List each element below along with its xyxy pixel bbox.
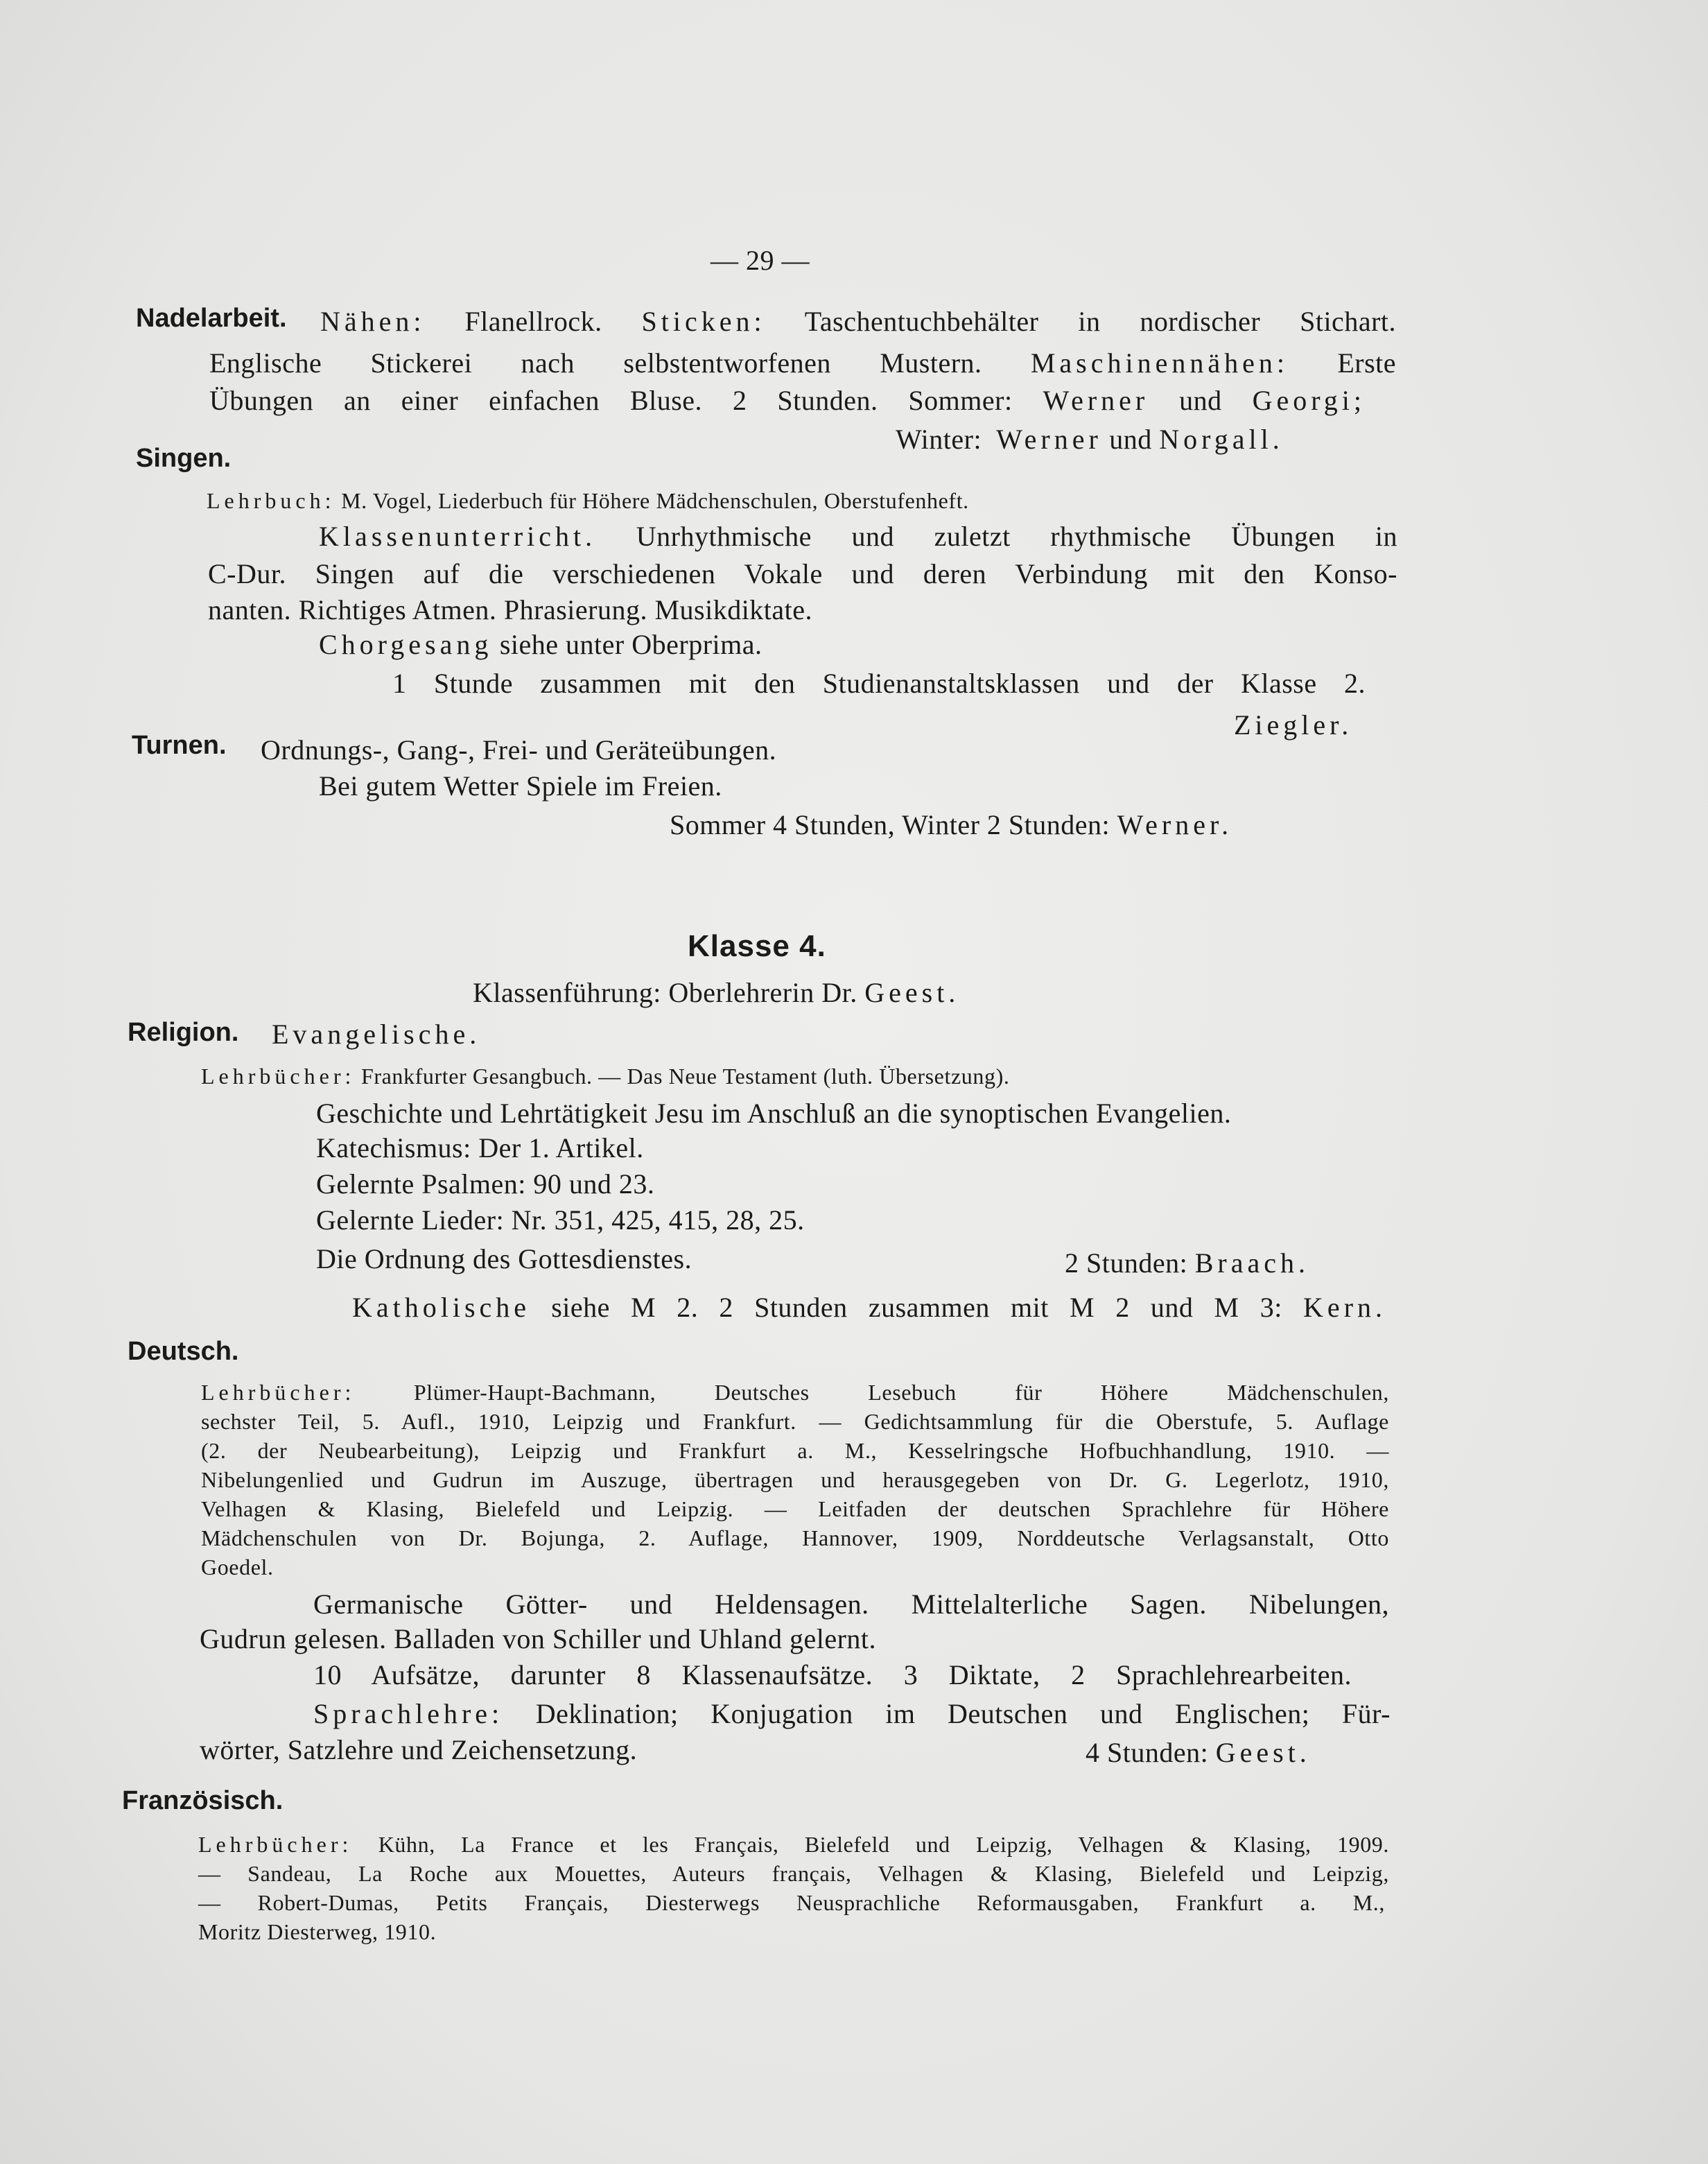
singen-teacher: Ziegler. — [1234, 709, 1353, 741]
nadelarbeit-line-1: Nähen: Flanellrock. Sticken: Taschentuchbehälter in nordischer Stichart. — [320, 306, 1396, 337]
religion-katholische: Katholische siehe M 2. 2 Stunden zusammen mit M 2 und M 3: Kern. — [352, 1292, 1387, 1323]
religion-line-5: Die Ordnung des Gottesdienstes. — [316, 1243, 692, 1274]
religion-line-2: Katechismus: Der 1. Artikel. — [316, 1132, 644, 1163]
deutsch-sprachlehre: Sprachlehre: Deklination; Konjugation im Deutschen und Englischen; Für- — [313, 1698, 1391, 1729]
deutsch-lb-7: Goedel. — [201, 1555, 274, 1579]
franz-lb-4: Moritz Diesterweg, 1910. — [198, 1919, 437, 1944]
heading-turnen: Turnen. — [132, 731, 227, 760]
klassenfuehrung: Klassenführung: Oberlehrerin Dr. Geest. — [473, 977, 960, 1008]
singen-line-5: 1 Stunde zusammen mit den Studienanstaltsklassen und der Klasse 2. — [392, 668, 1366, 699]
deutsch-text-2: Gudrun gelesen. Balladen von Schiller und Uhland gelernt. — [200, 1623, 877, 1654]
turnen-line-2: Bei gutem Wetter Spiele im Freien. — [319, 770, 722, 802]
singen-lehrbuch: Lehrbuch: M. Vogel, Liederbuch für Höhere Mädchenschulen, Oberstufenheft. — [207, 488, 969, 513]
heading-deutsch: Deutsch. — [128, 1337, 239, 1366]
religion-line-4: Gelernte Lieder: Nr. 351, 425, 415, 28, 25. — [316, 1204, 805, 1236]
religion-line-3: Gelernte Psalmen: 90 und 23. — [316, 1168, 655, 1200]
turnen-line-3: Sommer 4 Stunden, Winter 2 Stunden: Werner. — [670, 809, 1233, 840]
deutsch-hours: 4 Stunden: Geest. — [1086, 1737, 1311, 1768]
religion-line-1: Geschichte und Lehrtätigkeit Jesu im Anschluß an die synoptischen Evangelien. — [316, 1098, 1232, 1129]
religion-lehrbuecher: Lehrbücher: Frankfurter Gesangbuch. — Das Neue Testament (luth. Übersetzung). — [201, 1064, 1010, 1089]
section-title: Klasse 4. — [688, 929, 826, 963]
franz-lb-2: — Sandeau, La Roche aux Mouettes, Auteurs français, Velhagen & Klasing, Bielefeld und Leipzig, — [198, 1861, 1389, 1886]
religion-hours: 2 Stunden: Braach. — [1065, 1247, 1309, 1279]
singen-line-1: Klassenunterricht. Unrhythmische und zuletzt rhythmische Übungen in — [319, 521, 1397, 552]
deutsch-lb-2: sechster Teil, 5. Aufl., 1910, Leipzig und Frankfurt. — Gedichtsammlung für die Oberstufe, 5. Auflage — [201, 1409, 1389, 1434]
heading-religion: Religion. — [128, 1018, 239, 1047]
deutsch-text-3: 10 Aufsätze, darunter 8 Klassenaufsätze. 3 Diktate, 2 Sprachlehrearbeiten. — [313, 1659, 1352, 1690]
deutsch-text-1: Germanische Götter- und Heldensagen. Mittelalterliche Sagen. Nibelungen, — [313, 1589, 1389, 1620]
deutsch-lb-4: Nibelungenlied und Gudrun im Auszuge, übertragen und herausgegeben von Dr. G. Legerlotz, 1910, — [201, 1467, 1389, 1492]
franz-lb-3: — Robert-Dumas, Petits Français, Diesterwegs Neusprachliche Reformausgaben, Frankfurt a. M., — [198, 1890, 1385, 1915]
deutsch-lb-3: (2. der Neubearbeitung), Leipzig und Frankfurt a. M., Kesselringsche Hofbuchhandlung, 1910. — — [201, 1438, 1389, 1463]
nadelarbeit-line-2: Englische Stickerei nach selbstentworfenen Mustern. Maschinennähen: Erste — [209, 347, 1397, 379]
deutsch-text-5: wörter, Satzlehre und Zeichensetzung. — [200, 1734, 638, 1765]
nadelarbeit-line-3: Übungen an einer einfachen Bluse. 2 Stunden. Sommer: Werner und Georgi; — [209, 385, 1366, 416]
singen-chorgesang: Chorgesang siehe unter Oberprima. — [319, 629, 762, 660]
deutsch-lb-5: Velhagen & Klasing, Bielefeld und Leipzig. — Leitfaden der deutschen Sprachlehre für Höhere — [201, 1496, 1389, 1521]
franz-lb-1: Lehrbücher: Kühn, La France et les Français, Bielefeld und Leipzig, Velhagen & Klasing, 1909. — [198, 1832, 1389, 1857]
deutsch-lb-6: Mädchenschulen von Dr. Bojunga, 2. Auflage, Hannover, 1909, Norddeutsche Verlagsanstalt, Otto — [201, 1525, 1389, 1550]
heading-nadelarbeit: Nadelarbeit. — [136, 304, 287, 333]
singen-line-2: C-Dur. Singen auf die verschiedenen Vokale und deren Verbindung mit den Konso- — [208, 558, 1397, 589]
page-number: — 29 — — [711, 245, 810, 276]
deutsch-lb-1: Lehrbücher: Plümer-Haupt-Bachmann, Deutsches Lesebuch für Höhere Mädchenschulen, — [201, 1380, 1389, 1405]
heading-singen: Singen. — [136, 444, 232, 473]
singen-line-3: nanten. Richtiges Atmen. Phrasierung. Musikdiktate. — [208, 594, 813, 625]
heading-franzoesisch: Französisch. — [122, 1786, 284, 1815]
turnen-line-1: Ordnungs-, Gang-, Frei- und Geräteübungen. — [261, 734, 777, 765]
nadelarbeit-line-4: Winter: Werner und Norgall. — [896, 424, 1284, 455]
religion-evangelische: Evangelische. — [272, 1019, 481, 1050]
